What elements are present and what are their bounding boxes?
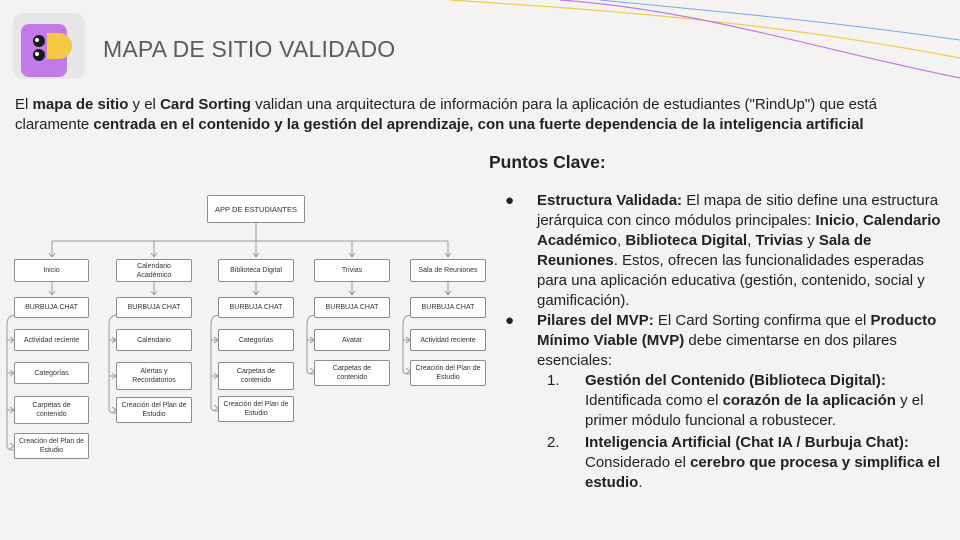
sitemap-item: Calendario [116, 329, 192, 351]
key-points-heading: Puntos Clave: [489, 152, 606, 172]
sitemap-item: Carpetas de contenido [314, 360, 390, 386]
list-item: 2. Inteligencia Artificial (Chat IA / Burbuja Chat): Considerado el cerebro que procesa y simplifica el estudio. [547, 434, 941, 491]
sitemap-item: Creación del Plan de Estudio [116, 397, 192, 423]
sitemap-item: BURBUJA CHAT [218, 297, 294, 318]
sitemap-module-sala: Sala de Reuniones [410, 259, 486, 282]
bullet-icon: ● [505, 192, 515, 209]
sitemap-item: BURBUJA CHAT [116, 297, 192, 318]
sitemap-item: BURBUJA CHAT [314, 297, 390, 318]
sitemap-item: Actividad reciente [410, 329, 486, 351]
page-title: MAPA DE SITIO VALIDADO [103, 36, 396, 62]
sitemap-module-biblioteca: Biblioteca Digital [218, 259, 294, 282]
intro-paragraph: El mapa de sitio y el Card Sorting validan una arquitectura de información para la aplicación de estudiantes ("RindUp") que está claramente centrada en el contenido y la gestión del aprendizaje, con una fuerte dependencia de la inteligencia artificial [15, 96, 877, 133]
numbered-sublist [505, 371, 945, 493]
list-item: ● Estructura Validada: El mapa de sitio define una estructura jerárquica con cinco módulos principales: Inicio, Calendario Académico, Biblioteca Digital, Trivias y Sala de Reuniones. Estos, ofrecen las funcionalidades esperadas para una aplicación educativa (gestión, contenido, social y gamificación). [505, 192, 941, 309]
sitemap-item: BURBUJA CHAT [410, 297, 486, 318]
list-item: 1. Gestión del Contenido (Biblioteca Digital): Identificada como el corazón de la aplicación y el primer módulo funcional a robustecer. [547, 372, 924, 429]
sitemap-module-inicio: Inicio [14, 259, 89, 282]
sitemap-module-trivias: Trivias [314, 259, 390, 282]
sitemap-item: Creación del Plan de Estudio [218, 396, 294, 422]
sitemap-item: Carpetas de contenido [218, 362, 294, 390]
sitemap-item: Alertas y Recordatorios [116, 362, 192, 390]
list-item: ● Pilares del MVP: El Card Sorting confirma que el Producto Mínimo Viable (MVP) debe cimentarse en dos pilares esenciales: [505, 312, 937, 369]
sitemap-item: Avatar [314, 329, 390, 351]
sitemap-item: Creación del Plan de Estudio [410, 360, 486, 386]
sitemap-item: Categorías [14, 362, 89, 384]
sitemap-root-node: APP DE ESTUDIANTES [207, 195, 305, 223]
key-points-list [505, 191, 945, 493]
sitemap-item: Categorías [218, 329, 294, 351]
sitemap-item: BURBUJA CHAT [14, 297, 89, 318]
sitemap-module-calendario: Calendario Académico [116, 259, 192, 282]
sitemap-item: Actividad reciente [14, 329, 89, 351]
sitemap-item: Creación del Plan de Estudio [14, 433, 89, 459]
sitemap-item: Carpetas de contenido [14, 396, 89, 424]
bullet-icon: ● [505, 312, 515, 329]
